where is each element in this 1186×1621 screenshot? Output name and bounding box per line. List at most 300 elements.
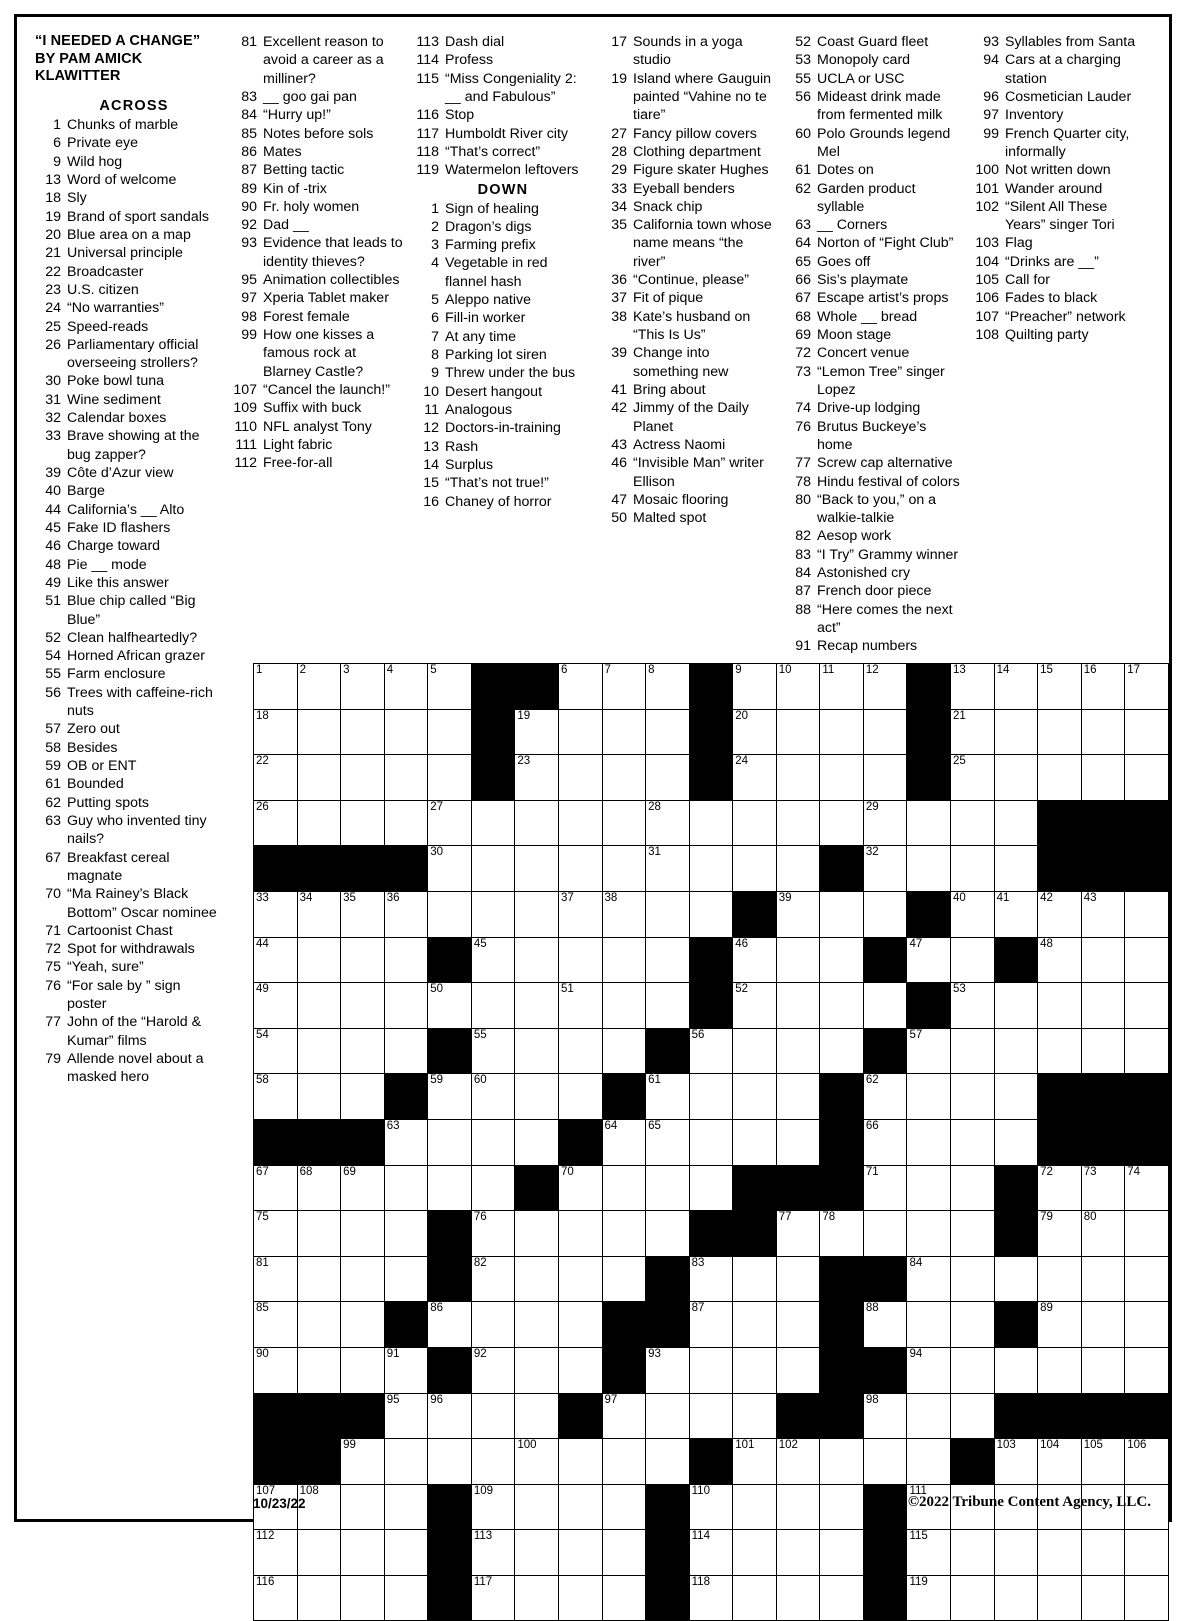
grid-cell[interactable] xyxy=(1038,891,1082,937)
grid-cell[interactable] xyxy=(1038,1165,1082,1211)
down-item[interactable] xyxy=(785,70,965,88)
down-item[interactable] xyxy=(785,527,965,545)
grid-cell[interactable] xyxy=(951,1302,995,1348)
grid-cell[interactable] xyxy=(384,800,428,846)
grid-cell[interactable] xyxy=(428,709,472,755)
grid-cell[interactable] xyxy=(646,1393,690,1439)
down-item[interactable] xyxy=(973,106,1143,124)
grid-cell[interactable] xyxy=(863,709,907,755)
down-item[interactable] xyxy=(413,419,593,437)
grid-cell[interactable] xyxy=(428,1074,472,1120)
grid-cell[interactable] xyxy=(776,1211,820,1257)
across-item[interactable] xyxy=(35,281,223,299)
grid-cell[interactable] xyxy=(689,891,733,937)
grid-cell[interactable] xyxy=(776,664,820,710)
grid-cell[interactable] xyxy=(254,937,298,983)
grid-cell[interactable] xyxy=(1081,755,1125,801)
grid-cell[interactable] xyxy=(820,1575,864,1621)
across-item[interactable] xyxy=(231,454,405,472)
grid-cell[interactable] xyxy=(341,709,385,755)
across-item[interactable] xyxy=(231,180,405,198)
grid-cell[interactable] xyxy=(1038,1530,1082,1576)
grid-cell[interactable] xyxy=(994,800,1038,846)
across-item[interactable] xyxy=(413,125,593,143)
across-item[interactable] xyxy=(35,171,223,189)
grid-cell[interactable] xyxy=(776,891,820,937)
grid-cell[interactable] xyxy=(384,1211,428,1257)
grid-cell[interactable] xyxy=(776,1119,820,1165)
grid-cell[interactable] xyxy=(994,891,1038,937)
grid-cell[interactable] xyxy=(907,1165,951,1211)
grid-cell[interactable] xyxy=(994,1119,1038,1165)
grid-cell[interactable] xyxy=(820,664,864,710)
grid-cell[interactable] xyxy=(297,800,341,846)
grid-cell[interactable] xyxy=(907,1575,951,1621)
across-item[interactable] xyxy=(413,106,593,124)
down-item[interactable] xyxy=(413,456,593,474)
across-item[interactable] xyxy=(413,143,593,161)
grid-cell[interactable] xyxy=(558,664,602,710)
grid-cell[interactable] xyxy=(951,1165,995,1211)
grid-cell[interactable] xyxy=(254,755,298,801)
grid-cell[interactable] xyxy=(341,1074,385,1120)
down-item[interactable] xyxy=(413,383,593,401)
grid-cell[interactable] xyxy=(1081,1302,1125,1348)
down-item[interactable] xyxy=(601,180,777,198)
grid-cell[interactable] xyxy=(689,1256,733,1302)
grid-cell[interactable] xyxy=(428,1119,472,1165)
grid-cell[interactable] xyxy=(297,1028,341,1074)
grid-cell[interactable] xyxy=(384,1530,428,1576)
grid-cell[interactable] xyxy=(863,800,907,846)
down-item[interactable] xyxy=(785,308,965,326)
across-item[interactable] xyxy=(35,629,223,647)
grid-cell[interactable] xyxy=(733,1530,777,1576)
across-item[interactable] xyxy=(231,326,405,381)
grid-cell[interactable] xyxy=(689,1575,733,1621)
grid-cell[interactable] xyxy=(297,983,341,1029)
grid-cell[interactable] xyxy=(515,846,559,892)
down-item[interactable] xyxy=(785,234,965,252)
grid-cell[interactable] xyxy=(994,983,1038,1029)
across-item[interactable] xyxy=(35,336,223,373)
grid-cell[interactable] xyxy=(1125,1211,1169,1257)
across-item[interactable] xyxy=(35,775,223,793)
grid-cell[interactable] xyxy=(254,1347,298,1393)
across-item[interactable] xyxy=(35,757,223,775)
grid-cell[interactable] xyxy=(1081,1530,1125,1576)
grid-cell[interactable] xyxy=(994,846,1038,892)
down-item[interactable] xyxy=(785,582,965,600)
grid-cell[interactable] xyxy=(254,1575,298,1621)
across-item[interactable] xyxy=(35,263,223,281)
grid-cell[interactable] xyxy=(558,846,602,892)
across-item[interactable] xyxy=(413,161,593,179)
grid-cell[interactable] xyxy=(384,1393,428,1439)
grid-cell[interactable] xyxy=(558,937,602,983)
down-item[interactable] xyxy=(601,198,777,216)
grid-cell[interactable] xyxy=(384,1439,428,1485)
across-item[interactable] xyxy=(35,153,223,171)
grid-cell[interactable] xyxy=(254,1256,298,1302)
across-item[interactable] xyxy=(413,51,593,69)
down-item[interactable] xyxy=(785,180,965,217)
down-item[interactable] xyxy=(785,491,965,528)
grid-cell[interactable] xyxy=(951,1211,995,1257)
grid-cell[interactable] xyxy=(602,709,646,755)
grid-cell[interactable] xyxy=(863,983,907,1029)
grid-cell[interactable] xyxy=(1038,1028,1082,1074)
grid-cell[interactable] xyxy=(558,1347,602,1393)
grid-cell[interactable] xyxy=(428,664,472,710)
grid-cell[interactable] xyxy=(558,755,602,801)
grid-cell[interactable] xyxy=(820,1439,864,1485)
grid-cell[interactable] xyxy=(515,1347,559,1393)
down-item[interactable] xyxy=(785,454,965,472)
down-item[interactable] xyxy=(785,344,965,362)
grid-cell[interactable] xyxy=(1038,1575,1082,1621)
grid-cell[interactable] xyxy=(602,846,646,892)
grid-cell[interactable] xyxy=(646,1074,690,1120)
down-item[interactable] xyxy=(601,161,777,179)
across-item[interactable] xyxy=(35,391,223,409)
down-item[interactable] xyxy=(785,564,965,582)
across-item[interactable] xyxy=(35,922,223,940)
down-item[interactable] xyxy=(973,180,1143,198)
across-item[interactable] xyxy=(35,427,223,464)
grid-cell[interactable] xyxy=(951,1119,995,1165)
grid-cell[interactable] xyxy=(471,1256,515,1302)
grid-cell[interactable] xyxy=(820,800,864,846)
grid-cell[interactable] xyxy=(907,1028,951,1074)
down-item[interactable] xyxy=(785,637,965,655)
grid-cell[interactable] xyxy=(951,1028,995,1074)
crossword-grid[interactable] xyxy=(253,663,1169,1621)
down-item[interactable] xyxy=(973,125,1143,162)
down-item[interactable] xyxy=(973,271,1143,289)
grid-cell[interactable] xyxy=(646,1119,690,1165)
grid-cell[interactable] xyxy=(254,1074,298,1120)
grid-cell[interactable] xyxy=(689,1347,733,1393)
down-item[interactable] xyxy=(413,218,593,236)
across-item[interactable] xyxy=(231,88,405,106)
grid-cell[interactable] xyxy=(341,1165,385,1211)
grid-cell[interactable] xyxy=(907,1530,951,1576)
grid-cell[interactable] xyxy=(602,800,646,846)
down-item[interactable] xyxy=(785,418,965,455)
grid-cell[interactable] xyxy=(602,937,646,983)
grid-cell[interactable] xyxy=(863,755,907,801)
across-item[interactable] xyxy=(231,143,405,161)
across-item[interactable] xyxy=(35,684,223,721)
grid-cell[interactable] xyxy=(1081,937,1125,983)
down-item[interactable] xyxy=(601,491,777,509)
grid-cell[interactable] xyxy=(428,1165,472,1211)
grid-cell[interactable] xyxy=(602,1256,646,1302)
grid-cell[interactable] xyxy=(646,755,690,801)
across-item[interactable] xyxy=(35,244,223,262)
grid-cell[interactable] xyxy=(297,1575,341,1621)
grid-cell[interactable] xyxy=(341,1211,385,1257)
down-item[interactable] xyxy=(601,381,777,399)
grid-cell[interactable] xyxy=(951,755,995,801)
grid-cell[interactable] xyxy=(515,755,559,801)
grid-cell[interactable] xyxy=(515,1393,559,1439)
grid-cell[interactable] xyxy=(428,983,472,1029)
grid-cell[interactable] xyxy=(297,709,341,755)
grid-cell[interactable] xyxy=(558,1302,602,1348)
grid-cell[interactable] xyxy=(515,709,559,755)
grid-cell[interactable] xyxy=(863,1211,907,1257)
grid-cell[interactable] xyxy=(689,846,733,892)
across-item[interactable] xyxy=(35,116,223,134)
down-item[interactable] xyxy=(785,88,965,125)
grid-cell[interactable] xyxy=(428,800,472,846)
across-item[interactable] xyxy=(35,226,223,244)
grid-cell[interactable] xyxy=(1081,1165,1125,1211)
grid-cell[interactable] xyxy=(297,1302,341,1348)
down-item[interactable] xyxy=(601,216,777,271)
grid-cell[interactable] xyxy=(1125,1439,1169,1485)
grid-cell[interactable] xyxy=(689,1165,733,1211)
across-item[interactable] xyxy=(35,556,223,574)
grid-cell[interactable] xyxy=(515,1302,559,1348)
grid-cell[interactable] xyxy=(558,1575,602,1621)
grid-cell[interactable] xyxy=(907,800,951,846)
grid-cell[interactable] xyxy=(1081,983,1125,1029)
across-item[interactable] xyxy=(35,208,223,226)
across-item[interactable] xyxy=(35,464,223,482)
grid-cell[interactable] xyxy=(254,1302,298,1348)
grid-cell[interactable] xyxy=(733,983,777,1029)
across-item[interactable] xyxy=(35,189,223,207)
grid-cell[interactable] xyxy=(341,755,385,801)
grid-cell[interactable] xyxy=(733,846,777,892)
grid-cell[interactable] xyxy=(863,1165,907,1211)
across-item[interactable] xyxy=(35,812,223,849)
grid-cell[interactable] xyxy=(341,1439,385,1485)
grid-cell[interactable] xyxy=(471,1119,515,1165)
grid-cell[interactable] xyxy=(558,709,602,755)
across-item[interactable] xyxy=(35,849,223,886)
across-item[interactable] xyxy=(413,70,593,107)
grid-cell[interactable] xyxy=(733,1028,777,1074)
grid-cell[interactable] xyxy=(428,1393,472,1439)
down-item[interactable] xyxy=(601,344,777,381)
grid-cell[interactable] xyxy=(515,1211,559,1257)
grid-cell[interactable] xyxy=(951,937,995,983)
grid-cell[interactable] xyxy=(863,1439,907,1485)
down-item[interactable] xyxy=(973,161,1143,179)
grid-cell[interactable] xyxy=(428,1439,472,1485)
grid-cell[interactable] xyxy=(1081,891,1125,937)
across-item[interactable] xyxy=(35,318,223,336)
grid-cell[interactable] xyxy=(515,1028,559,1074)
grid-cell[interactable] xyxy=(994,664,1038,710)
grid-cell[interactable] xyxy=(1125,709,1169,755)
across-item[interactable] xyxy=(231,234,405,271)
grid-cell[interactable] xyxy=(471,800,515,846)
grid-cell[interactable] xyxy=(515,1575,559,1621)
grid-cell[interactable] xyxy=(776,1302,820,1348)
down-item[interactable] xyxy=(973,88,1143,106)
grid-cell[interactable] xyxy=(951,846,995,892)
down-item[interactable] xyxy=(785,33,965,51)
grid-cell[interactable] xyxy=(994,1074,1038,1120)
grid-cell[interactable] xyxy=(1125,1347,1169,1393)
grid-cell[interactable] xyxy=(1081,709,1125,755)
grid-cell[interactable] xyxy=(733,1256,777,1302)
grid-cell[interactable] xyxy=(646,937,690,983)
down-item[interactable] xyxy=(413,200,593,218)
grid-cell[interactable] xyxy=(776,755,820,801)
across-item[interactable] xyxy=(231,125,405,143)
down-item[interactable] xyxy=(413,328,593,346)
grid-cell[interactable] xyxy=(776,1575,820,1621)
grid-cell[interactable] xyxy=(646,1439,690,1485)
grid-cell[interactable] xyxy=(384,1575,428,1621)
grid-cell[interactable] xyxy=(733,709,777,755)
grid-cell[interactable] xyxy=(1125,755,1169,801)
grid-cell[interactable] xyxy=(1038,937,1082,983)
grid-cell[interactable] xyxy=(471,1575,515,1621)
across-item[interactable] xyxy=(231,399,405,417)
across-item[interactable] xyxy=(35,134,223,152)
grid-cell[interactable] xyxy=(776,800,820,846)
grid-cell[interactable] xyxy=(994,1439,1038,1485)
grid-cell[interactable] xyxy=(341,891,385,937)
grid-cell[interactable] xyxy=(428,1302,472,1348)
down-item[interactable] xyxy=(413,438,593,456)
grid-cell[interactable] xyxy=(602,1165,646,1211)
across-item[interactable] xyxy=(231,106,405,124)
grid-cell[interactable] xyxy=(1125,1165,1169,1211)
across-item[interactable] xyxy=(231,381,405,399)
grid-cell[interactable] xyxy=(341,1347,385,1393)
grid-cell[interactable] xyxy=(951,1074,995,1120)
grid-cell[interactable] xyxy=(602,983,646,1029)
grid-cell[interactable] xyxy=(646,664,690,710)
across-item[interactable] xyxy=(231,289,405,307)
grid-cell[interactable] xyxy=(384,1256,428,1302)
grid-cell[interactable] xyxy=(776,1074,820,1120)
grid-cell[interactable] xyxy=(254,1028,298,1074)
grid-cell[interactable] xyxy=(1038,1347,1082,1393)
grid-cell[interactable] xyxy=(646,800,690,846)
grid-cell[interactable] xyxy=(297,1165,341,1211)
grid-cell[interactable] xyxy=(602,1211,646,1257)
grid-cell[interactable] xyxy=(863,1119,907,1165)
grid-cell[interactable] xyxy=(1125,664,1169,710)
grid-cell[interactable] xyxy=(689,1119,733,1165)
grid-cell[interactable] xyxy=(951,891,995,937)
grid-cell[interactable] xyxy=(951,1256,995,1302)
down-item[interactable] xyxy=(601,399,777,436)
across-item[interactable] xyxy=(35,372,223,390)
grid-cell[interactable] xyxy=(689,1302,733,1348)
down-item[interactable] xyxy=(601,289,777,307)
grid-cell[interactable] xyxy=(471,1211,515,1257)
down-item[interactable] xyxy=(785,289,965,307)
grid-cell[interactable] xyxy=(994,1028,1038,1074)
grid-cell[interactable] xyxy=(646,709,690,755)
grid-cell[interactable] xyxy=(341,983,385,1029)
grid-cell[interactable] xyxy=(907,937,951,983)
down-item[interactable] xyxy=(785,51,965,69)
grid-cell[interactable] xyxy=(341,800,385,846)
grid-cell[interactable] xyxy=(558,1211,602,1257)
grid-cell[interactable] xyxy=(994,755,1038,801)
grid-cell[interactable] xyxy=(689,1393,733,1439)
grid-cell[interactable] xyxy=(471,1347,515,1393)
down-item[interactable] xyxy=(973,326,1143,344)
grid-cell[interactable] xyxy=(646,891,690,937)
across-item[interactable] xyxy=(35,501,223,519)
across-item[interactable] xyxy=(35,665,223,683)
grid-cell[interactable] xyxy=(733,664,777,710)
grid-cell[interactable] xyxy=(558,983,602,1029)
across-item[interactable] xyxy=(35,647,223,665)
grid-cell[interactable] xyxy=(558,1439,602,1485)
grid-cell[interactable] xyxy=(646,1347,690,1393)
grid-cell[interactable] xyxy=(297,1074,341,1120)
across-item[interactable] xyxy=(35,1050,223,1087)
grid-cell[interactable] xyxy=(602,1119,646,1165)
down-item[interactable] xyxy=(973,289,1143,307)
grid-cell[interactable] xyxy=(558,891,602,937)
grid-cell[interactable] xyxy=(820,1028,864,1074)
down-item[interactable] xyxy=(785,216,965,234)
grid-cell[interactable] xyxy=(297,755,341,801)
grid-cell[interactable] xyxy=(733,755,777,801)
grid-cell[interactable] xyxy=(1125,937,1169,983)
grid-cell[interactable] xyxy=(776,1439,820,1485)
grid-cell[interactable] xyxy=(863,664,907,710)
down-item[interactable] xyxy=(601,33,777,70)
grid-cell[interactable] xyxy=(646,846,690,892)
grid-cell[interactable] xyxy=(733,1302,777,1348)
grid-cell[interactable] xyxy=(602,755,646,801)
grid-cell[interactable] xyxy=(646,983,690,1029)
grid-cell[interactable] xyxy=(951,1575,995,1621)
grid-cell[interactable] xyxy=(951,1347,995,1393)
grid-cell[interactable] xyxy=(384,1165,428,1211)
grid-cell[interactable] xyxy=(863,1074,907,1120)
grid-cell[interactable] xyxy=(602,891,646,937)
grid-cell[interactable] xyxy=(471,1074,515,1120)
grid-cell[interactable] xyxy=(341,937,385,983)
down-item[interactable] xyxy=(785,601,965,638)
down-item[interactable] xyxy=(601,125,777,143)
grid-cell[interactable] xyxy=(820,755,864,801)
grid-cell[interactable] xyxy=(733,1074,777,1120)
across-item[interactable] xyxy=(35,977,223,1014)
grid-cell[interactable] xyxy=(254,1530,298,1576)
grid-cell[interactable] xyxy=(471,937,515,983)
grid-cell[interactable] xyxy=(515,891,559,937)
grid-cell[interactable] xyxy=(863,846,907,892)
grid-cell[interactable] xyxy=(907,1302,951,1348)
grid-cell[interactable] xyxy=(471,1165,515,1211)
grid-cell[interactable] xyxy=(820,891,864,937)
down-item[interactable] xyxy=(601,509,777,527)
across-item[interactable] xyxy=(413,33,593,51)
down-item[interactable] xyxy=(785,363,965,400)
grid-cell[interactable] xyxy=(384,983,428,1029)
grid-cell[interactable] xyxy=(733,800,777,846)
grid-cell[interactable] xyxy=(1125,891,1169,937)
down-item[interactable] xyxy=(413,401,593,419)
